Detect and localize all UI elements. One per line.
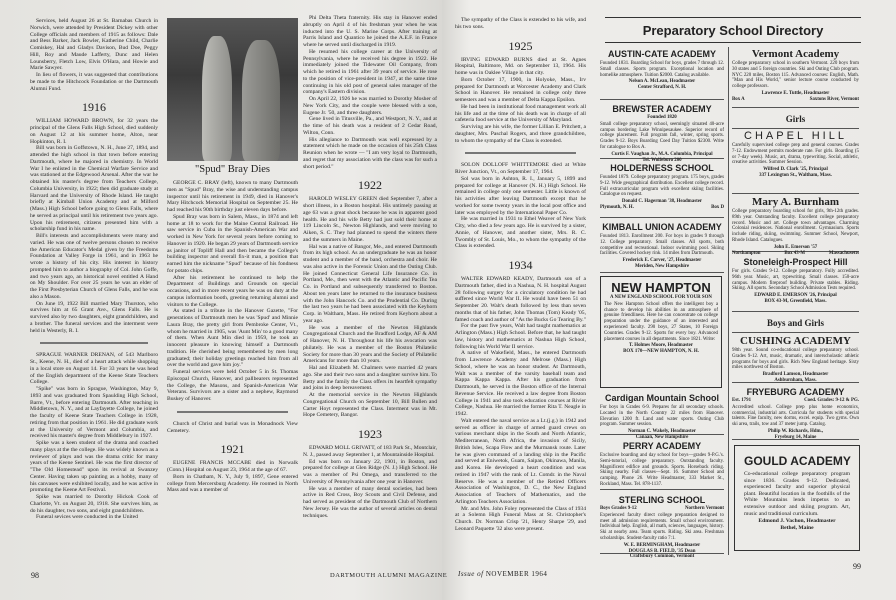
photo-caption: "Spud" Bray Dies: [194, 164, 271, 175]
address-row: [732, 97, 859, 103]
school-description: Founded 1831. Boarding School for boys, grades 7 through 12. Small classes. Sports program. Exceptional location and homelike atmosphere. Tuition $2000. Catalog available.: [600, 61, 724, 78]
contact-line: Nelson A. McLean, Headmaster: [628, 79, 696, 85]
left-column-1: [30, 18, 158, 563]
paragraph: For the past five years, Walt had taught mathematics at Arlington (Mass.) High School. Before that, he had taught law, history and mathematics at Nashua High School, following his World War II service.: [455, 323, 586, 350]
ad-vermont-academy: [732, 48, 859, 108]
school-name: GOULD ACADEMY: [744, 454, 851, 468]
ad-subline-item: Northern Vermont: [685, 506, 724, 511]
ad-subline: [600, 506, 724, 512]
school-name: Mary A. Burnham: [751, 196, 840, 208]
school-name: BREWSTER ACADEMY: [612, 104, 712, 114]
ad-mary-a-burnham: [732, 196, 859, 256]
school-name: Stoneleigh-Prospect Hill: [743, 257, 848, 267]
school-name: AUSTIN-CATE ACADEMY: [608, 49, 716, 59]
ad-subline-item: Est. 1791: [732, 398, 752, 403]
school-description: Exclusive boarding and day school for boys—grades 9-P.G.'s. Semi-tutorial, college preparatory. Outstanding faculty. Magnificent edifice and grounds. Sports. Horseback riding. Skiing nearby. Fall classes—Sept. 16. Summer School and camping. Phone 26. Write Headmaster, 333 Market St., Rockland, Mass. Tel. 878-1137.: [600, 453, 724, 487]
ad-fryeburg: [732, 386, 859, 440]
school-name: PERRY ACADEMY: [622, 441, 702, 451]
paragraph: Gene lived in Titusville, Pa., and Westport, N. Y., and at the time of his death was a resident of 2 Cedar Road, Wilton, Conn.: [303, 116, 437, 136]
contact-line: Philip W. Richards, Hdm.,: [767, 428, 824, 434]
contact-line: EDWARD E. EMERSON '26, Principal: [754, 293, 837, 299]
ad-perry: [600, 440, 724, 490]
contact-line: W. E. BERMINGHAM, Headmaster: [623, 542, 701, 548]
page-number-left: 98: [31, 571, 39, 580]
paragraph: Ed was born on January 22, 1901, in Boston, and prepared for college at Glen Ridge (N. J.) High School. He was a member of Psi Omega, and transferred to the University of Pennsylvania after one year in Hanover.: [303, 458, 437, 485]
contact-line: Canaan, New Hampshire: [635, 434, 689, 440]
contact-line: Center Strafford, N. H.: [637, 85, 687, 91]
class-year-heading: 1921: [220, 442, 245, 457]
left-column-3: [303, 15, 437, 560]
school-name: KIMBALL UNION ACADEMY: [602, 222, 722, 232]
school-description: The New Hampton School offers the intelligent boy a chance to develop his abilities in an atmosphere of genuine friendliness. Here he can concentrate on college preparation under the guidance of an interested and experienced faculty. 290 boys, 27 States, 10 Foreign Countries. Grades 9-12. Sports for every boy. Advanced placement courses in all departments. Since 1821. Write:: [604, 301, 718, 342]
ad-austin-cate: [600, 48, 724, 100]
school-description: Founded 1879. College preparatory program. 175 boys, grades 9-12. Wide geographical distribution. Excellent college record. Full extracurricular program with excellent skiing facilities. Catalogue on request.: [600, 175, 724, 198]
class-year-heading: 1934: [508, 258, 533, 272]
school-description: Small college preparatory school, seemingly situated 40-acre campus bordering Lake Winnipesaukee. Superior record of college placement. Full program fall, winter, spring sports. Grades 9-12. Boys Boarding Coed Day Tuition $2300. Write for catalogue to Box A.: [600, 121, 724, 150]
ad-stoneleigh-prospect-hill: [732, 256, 859, 312]
contact-line: Norman C. Wakely, Headmaster: [628, 429, 696, 435]
address-row: [600, 205, 724, 211]
school-description: For boys in Grades 6-9. Prepares for all secondary schools. Located in the North Country 22 miles from Hanover. Elevation 1200 ft. Land and water sports. Outing Club program. Summer session.: [600, 405, 724, 428]
section-rule: [177, 411, 288, 413]
contact-line: BOX 170—NEW HAMPTON, N. H.: [623, 349, 699, 355]
section-rule: [465, 152, 576, 154]
paragraph: Born October 17, 1900, in Holyoke, Mass., Irv prepared for Dartmouth at Worcester Academy and Clark School in Hanover. He remained in college only three semesters and was a member of Delta Kappa Epsilon.: [455, 76, 586, 103]
ad-new-hampton: [600, 276, 722, 388]
photo-figure-right: [242, 40, 280, 161]
school-description: Co-educational college preparatory program since 1836. Grades 9-12. Dedicated, experienced faculty and superior physical plant. Beautiful location in the foothills of the White Mountains lends impetus to an extensive outdoor and skiing program. Art, music and traditional curriculum.: [744, 471, 850, 517]
school-description: 98th year. Sound co-educational college preparatory school. Grades 9-12. Art, music, dramatic, and interscholastic athletic programs for boys and girls. Rich New England heritage. Sixty miles northwest of Boston.: [732, 348, 859, 371]
contact-line: Wilfred D. Clark '25, Principal: [763, 167, 828, 173]
address-item: Northampton: [732, 250, 761, 256]
photo-figure-left: [202, 36, 232, 161]
paragraph: On June 19, 1922 Bill married Mary Thurston, who survives him at 65 Grant Ave., Glens Falls. He is survived also by two daughters, eight grandchildren, and a brother. The funeral services and the interment were held in Westerly, R. I.: [30, 300, 158, 334]
paragraph: He had been in institutional food management work all his life and at the time of his death was in charge of all cafeteria food service at the University of Maryland.: [455, 103, 586, 124]
footer-issue: [458, 570, 547, 578]
school-description: Experienced faculty direct college preparation designed to meet all admission requirements. Small school environment. Individual help. English, all math, sciences, languages, history. Ski at nearby area. Team sports. Riding. Ski area. Freshman scholarships. Student-faculty ratio 7:1.: [600, 512, 724, 541]
paragraph: He was married in 1931 to Ethel Weaver of New York City, who died a few years ago. He is survived by a sister, Annie, of Hanover, and another sister, Mrs. R. C. Twombly of St. Louis, Mo., to whom the sympathy of the Class is extended.: [455, 216, 586, 250]
paragraph: Funeral services were held October 5 in St. Thomas Episcopal Church, Hanover, and pallbearers represented the College, the Masons, and Spanish-American War Veterans. Survivors are a sister and a nephew, Raymond Buskey of Hanover.: [167, 369, 298, 402]
section-rule: [40, 342, 148, 344]
paragraph: Church of Christ and burial was in Monadnock View Cemetery.: [167, 420, 298, 434]
school-description: Carefully supervised college prep and general courses. Grades 7-12. Endowment permits moderate rate. For girls. Boarding (5 or 7-day week). Music, art, drama, typewriting. Social, athletic, creative activities. Summer Session.: [732, 143, 859, 166]
contact-line: Fryeburg 14, Maine: [774, 434, 817, 440]
class-year-heading: 1923: [358, 427, 382, 441]
paragraph: His allegiance to Dartmouth was well expressed by a statement which he made on the occasion of his 25th Class Reunion when he wrote — "I am very loyal to Dartmouth, and regret that my association with the class was for such a short period.": [303, 136, 437, 170]
class-year-heading: 1916: [82, 100, 106, 115]
footer-issue-date: NOVEMBER 1964: [485, 570, 548, 578]
paragraph: On April 22, 1926 he was married to Dorothy Mosher of New York City, and the couple were blessed with a son, Eugene Jr. '50, and three daughters.: [303, 96, 437, 116]
paragraph: He was a member of many dental societies, had been active in Red Cross, Boy Scouts and Civil Defense, and had served as president of the Dartmouth Club of Northern New Jersey. He was the author of several articles on dental techniques.: [303, 485, 437, 519]
obituary-column: [455, 17, 586, 560]
paragraph: Services, held August 26 at St. Barnabas Church in Norwich, were attended by President Dickey with other College officials and members of 1915 as follows: Dale and Bess Barker, Jack Bowler, Katherine Child, Charlie Comiskey, Hal and Gladys Davison, Bud Doe, Peggy Hill, Roy and Maude Lafferty, Dunc and Helen Lounsberry, Fletch Low, Elvis O'Hara, and Howie and Marie Sawyer.: [30, 18, 158, 72]
ad-chapel-hill: [732, 130, 859, 194]
school-name: STERLING SCHOOL: [618, 495, 706, 505]
contact-line: 337 Lexington St., Waltham, Mass.: [759, 172, 832, 178]
paragraph: As stated in a tribute in the Hanover Gazette, "For generations of Dartmouth men he was 'Spud' and Minnie Laura Bray, the pretty girl from Pembroke Center, Vt., whom he married in 1905, was 'Aunt Min' to a good many of them. When Aunt Min died in 1959, he took an innocent pleasure in knowing himself a Dartmouth tradition. He cherished being remembered by men long graduated; their holiday greetings reached him from all over the world and gave him joy.": [167, 308, 298, 369]
school-name: Cardigan Mountain School: [605, 393, 719, 403]
paragraph: GEORGE C. BRAY (left), known to many Dartmouth men as "Spud" Bray, the wise and understanding campus inspector until his retirement in 1949, died in Hanover's Mary Hitchcock Memorial Hospital on September 25. He had reached his 90th birthday just eleven days before.: [167, 180, 298, 213]
contact-line: Meriden, New Hampshire: [634, 263, 690, 269]
school-description: College preparatory boarding school for girls, 9th-12th grades. 89th year. Outstanding faculty. Excellent college preparatory record. Music and art. College town advantages. Charming Colonial residences. National enrollment. Gymnasium. Sports include riding, skiing, swimming. Summer School, Newport, Rhode Island. Catalogues.: [732, 209, 859, 243]
contact-line: Frederick E. Carver, '27, Headmaster: [622, 258, 702, 264]
school-name: NEW HAMPTON: [611, 280, 711, 295]
paragraph: HAROLD WESLEY GREEN died September 7, after a short illness, in a Boston hospital. His untimely passing at age 63 was a great shock because he was in apparent good health. He and his wife Betty had just sold their home at 119 Lincoln St., Newton Highlands, and were moving to Aiken, S. C. They had planned to spend the winters there and the summers in Maine.: [303, 196, 437, 243]
contact-line: BOX 43-M, Greenfield, Mass.: [764, 298, 827, 304]
class-year-heading: 1925: [508, 38, 533, 53]
paragraph: Bill's interests and accomplishments were many and varied. He was one of twelve persons chosen to receive the American Educator's Medal given by the Freedoms Foundation at Valley Forge in 1961, and in 1963 he wrote a history of his city. His interest in history prompted him to author a biography of Col. John Goffe, and two years ago, an historical novel entitled A Hand on My Shoulder. For over 25 years he was an elder of the First Presbyterian Church of Glens Falls, and he was also a Mason.: [30, 233, 158, 300]
school-description: College preparatory school in southern Vermont. 220 boys from 30 states and 5 foreign countries. Ski and Outing Club program. NYC 220 miles, Boston 115. Advanced courses: English, Math. "Man and His World," senior lecture course conducted by college professors.: [732, 61, 859, 90]
paragraph: Sol was born in Ashton, R. I., January 5, 1899 and prepared for college at Hanover (N. H.) High School. He remained in college only one semester. Little is known of his activities after leaving Dartmouth except that he worked for some twenty years in the local post office and later was employed by the International Paper Co.: [455, 175, 586, 216]
contact-line: Edmond J. Vachon, Headmaster: [758, 518, 836, 525]
paragraph: He resumed his college career at the University of Pennsylvania, where he received his degree in 1922. He immediately joined the Tidewater Oil Company, from which he retired in 1961 after 39 years of service. He rose to the position of vice-president in 1947, at the same time continuing in his old post of general sales manager of the company's Eastern division.: [303, 48, 437, 96]
paragraph: The sympathy of the Class is extended to his wife, and his two sons.: [455, 17, 586, 30]
contact-line: Bradford Lamson, Headmaster: [762, 372, 829, 378]
contact-line: Donald C. Hagerman '38, Headmaster: [621, 199, 703, 205]
page-number-right: 99: [853, 562, 861, 571]
directory-divider: [728, 47, 729, 555]
paragraph: Born in Chatham, N. Y., July 9, 1897, Gene entered college from Mercersburg Academy. He roomed in North Mass and was a member of: [167, 473, 298, 494]
paragraph: Walt entered the naval service as a Lt.(j.g.) in 1942 and served as officer in charge of armed guard crews on various merchant ships in the South and North Atlantic, Mediterranean, North Africa, the invasion of Sicily, British Isles, Scapa Flow and the Murmansk route. Later he was given command of a landing ship in the Pacific and served at Eniwetok, Guam, Saipan, Okinawa, Manila, and Korea. He developed a heart condition and was retired in 1947 with the rank of Lt. Comdr. in the Naval Reserve. He was a member of the Retired Officers Association of Washington, D. C., the New England Association of Teachers of Mathematics, and the Arlington Teachers Association.: [455, 417, 586, 505]
tagline: A NEW ENGLAND SCHOOL FOR YOUR SON: [610, 295, 712, 300]
founded-note: Founded 1820: [647, 115, 677, 120]
contact-line: John E. Emerson '57: [773, 244, 818, 250]
school-description: Founded 1813. Enrollment 200. For boys in grades 9 through 12. College preparatory. Small classes. All sports, both competitive and recreational. Indoor swimming pool. Skiing facilities. Covered hockey rink. 14 miles from Dartmouth.: [600, 234, 724, 257]
category-girls: Girls: [732, 110, 859, 129]
left-column-2: [167, 180, 298, 494]
paragraph: Phi Delta Theta fraternity. His stay in Hanover ended abruptly on April 4 of his freshman year when he was inducted into the U. S. Marine Corps. After training at Parris Island and Quantico he joined the A.E.F. in France where he served until discharged in 1919.: [303, 15, 437, 48]
ad-kimball-union: [600, 221, 724, 273]
ad-subline-item: Coed. Grades: 9-12 & PG.: [804, 398, 859, 403]
directory-title: Preparatory School Directory: [605, 17, 861, 43]
contact-line: Curtis F. Vaughan Jr., M.A. Columbia, Principal: [611, 151, 713, 157]
address-item: Box A: [732, 96, 745, 102]
contact-line: Lawrence E. Tuttle, Headmaster: [761, 90, 830, 96]
address-item: Box 43-M: [784, 250, 805, 256]
class-year-heading: 1922: [358, 178, 382, 193]
contact-line: Craftsbury Common, Vermont: [629, 554, 695, 560]
paragraph: He was a member of the Newton Highlands Congregational Church and the Bradford Lodge, AF & AM of Hanover, N. H. Throughout his life his avocation was philately. He was a member of the Boston Philatelic Society for more than 30 years and the Society of Philatelic Americans for more than 10 years.: [303, 324, 437, 365]
paragraph: Hal and Elizabeth M. Chalmers were married 42 years ago. She and their two sons and a daughter survive him. To Betty and the family the Class offers its heartfelt sympathy and joins in deep bereavement.: [303, 365, 437, 392]
ad-subline-item: Boys Grades 9-12: [600, 506, 637, 511]
ad-cushing: [732, 335, 859, 383]
paragraph: WILLIAM HOWARD BROWN, for 32 years the principal of the Glens Falls High School, died suddenly on August 12 at his summer home, Alton, near Hopkinton, R. I.: [30, 118, 158, 145]
contact-line: Tel. Wolfeboro 200: [642, 157, 682, 163]
address-item: Saxtons River, Vermont: [809, 96, 859, 102]
paragraph: A native of Wakefield, Mass., he entered Dartmouth from Lawrence Academy and Melrose (Mass.) High School, where he was an honor student. At Dartmouth, Walt was a member of the varsity baseball team and Kappa Kappa Kappa. After his graduation from Dartmouth, he served in the Boston office of the Internal Revenue Service. He received a law degree from Boston College in 1941 and also took education courses at Rivier College, Nashua. He married the former Rita T. Neagle in 1942.: [455, 350, 586, 417]
paragraph: IRVING EDWARD BURNS died at St. Agnes Hospital, Baltimore, Md. on September 13, 1964. His home was in Oaklee Village in that city.: [455, 56, 586, 76]
school-description: For girls. Grades 9-12. College preparatory. Fully accredited. 96th year. Music, art, typewriting. Small classes. 150-acre campus. Modern fireproof building. Private stables. Riding. Skiing. All sports. Secondary School Admission Tests required.: [732, 269, 859, 292]
ad-subline: [732, 398, 859, 404]
paragraph: Spike was married to Dorothy Hickok Cook of Charlotte, Vt. on August 20, 1918. She survives him, as do his daughter, two sons, and eight grandchildren.: [30, 494, 158, 514]
paragraph: "Spike" was born in Sprague, Washington, May 9, 1893 and was graduated from Spaulding High School, Barre, Vt., before entering Dartmouth. After teaching in Middletown, N. Y., and at Layfayette College, he joined the faculty of Keene State Teachers College in 1928, retiring from that position in 1961. He did graduate work at the University of Vermont and Columbia, and received his master's degree from Middlebury in 1927.: [30, 386, 158, 440]
paragraph: Bill was born in Goffstown, N. H., June 27, 1894, and attended the high school in that town before entering Dartmouth, where he majored in chemistry. In World War I he enlisted in the Chemical Warfare Service and was stationed at the Edgewood Arsenal. After the war he obtained his master's degree from Teachers College, Columbia University, in 1922; then did graduate study at Harvard and the University of Rhode Island. He taught briefly at Kimball Union Academy and at Milford (Mass.) High School before going to Glens Falls, where he served as principal until his retirement two years ago. Upon his retirement, citizens presented him with a scholarship fund in his name.: [30, 145, 158, 233]
school-name: FRYEBURG ACADEMY: [746, 387, 845, 397]
contact-line: DOUGLAS B. FIELD, '35 Dean: [628, 548, 696, 554]
paragraph: Spud Bray was born in Salem, Mass., in 1874 and left home at 18 to work for the Maine Central Railroad. He saw service in Cuba in the Spanish-American War and worked in New York for several years before coming to Hanover in 1920. He began 29 years of Dartmouth service as janitor of Topliff Hall and then became the College's building inspector and overall fix-it man, a position that earned him the nickname "Spud" because of his fondness for potato chips.: [167, 213, 298, 274]
address-item: Massachusetts: [828, 250, 859, 256]
school-name: CHAPEL HILL: [744, 130, 847, 142]
paragraph: Hal was a native of Bangor, Me., and entered Dartmouth from its high school. As an undergraduate he was an honor student and a member of the band, orchestra and choir. He was also active in the Forensic Union and the Outing Club. He joined Connecticut General Life Insurance Co. in Portland, Me., then went with the Atlantic and Pacific Tea Co. in Portland and subsequently transferred to Boston. About ten years later he returned to the insurance business with the John Hancock Co. and the Prudential Co. During the last two years he had been associated with the Keyhorn Corp. in Waltham, Mass. He retired from Keyhorn about a year ago.: [303, 243, 437, 324]
paragraph: EDWARD MOLL GRIVATT, of 183 Park St., Montclair, N. J., passed away September 1, at Mountainside Hospital.: [303, 445, 437, 458]
paragraph: At the memorial service in the Newton Highlands Congregational Church on September 10, Bill Bullen and Carter Hoyt represented the Class. Interment was in Mt. Hope Cemetery, Bangor.: [303, 392, 437, 419]
photo-spud-bray: [167, 18, 298, 161]
contact-line: Bethel, Maine: [780, 524, 814, 531]
footer-issue-label: Issue of: [458, 570, 484, 578]
ad-cardigan-mountain: [600, 392, 724, 440]
school-name: CUSHING ACADEMY: [740, 335, 851, 347]
contact-line: T. Holmes Moore, Headmaster: [628, 343, 694, 349]
footer-magazine-title: DARTMOUTH ALUMNI MAGAZINE: [330, 572, 448, 579]
address-item: Plymouth, N. H.: [600, 204, 634, 210]
ad-sterling: [600, 494, 724, 560]
ad-brewster: [600, 103, 724, 163]
paragraph: Funeral sevices were conducted in the United: [36, 514, 138, 521]
address-item: Box D: [711, 204, 724, 210]
paragraph: WALTER EDWARD KEADY, Dartmouth son of a Dartmouth father, died in a Nashua, N. H. hospital August 28 following surgery for a circulatory condition he had suffered since World War II. He would have been 51 on September 20. Walt's death followed by less than seven months that of his father, John Thomas (Tom) Keady '05, famed coach and author of "As the Bucks Go Tearing By.": [455, 276, 586, 323]
paragraph: Mr. and Mrs. John Foley represented the Class of 1934 at a Solemn High Funeral Mass at St. Christopher's Church. Dr. Norman Crisp '21, Henry Sharpe '29, and Leonard Paquette '32 also were present.: [455, 505, 586, 532]
paragraph: Spike was a keen student of the drama and coached many plays at the the college. He was widely known as a reviewer of plays and was the drama critic for many years of the Keene Sentinel. He was the first director of "The Old Homestead" upon its revival at Swanzey Center. Having taken up painting as a hobby, many of his canvases were exhibited locally, and he was active in promoting the Keene Art Festival.: [30, 440, 158, 494]
category-boys-and-girls: Boys and Girls: [732, 314, 859, 333]
paragraph: Surviving are his wife, the former Lillian E. Pritchett, a daughter, Mrs. Paschal Rogers, and three grandchildren, to whom the sympathy of the Class is extended.: [455, 124, 586, 144]
ad-holderness: [600, 162, 724, 218]
school-name: Vermont Academy: [751, 48, 840, 60]
school-description: Accredited school. College prep plus home economics, commercial, industrial arts. Curricula for students with special talents. Fine faculty, new dorms, excel. equip. Two gyms. Own ski area, trails, tow and 37 meter jump. Catalog.: [732, 404, 859, 428]
paragraph: After his retirement he continued to help the Department of Buildings and Grounds on special occasions, and in more recent years he was on duty at the campus information booth, greeting returning alumni and visitors to the College.: [167, 274, 298, 308]
school-name: HOLDERNESS SCHOOL: [610, 163, 714, 173]
ad-gould: [734, 445, 860, 551]
paragraph: SOLON DOLLOFF WHITTEMORE died at White River Junction, Vt., on September 17, 1964.: [455, 162, 586, 175]
paragraph: SPRAGUE WARNER DRENAN, of 543 Marlboro St., Keene, N. H., died of a heart attack while shopping in a local store on August 14. For 33 years he was head of the English department of the Keene State Teachers College.: [30, 352, 158, 386]
paragraph: In lieu of flowers, it was suggested that contributions be made to the Hitchcock Foundation or the Dartmouth Alumni Fund.: [30, 72, 158, 92]
paragraph: EUGENE FRANCIS MCCABE died in Norwalk (Conn.) Hospital on August 23, 1964 at the age of 67.: [167, 460, 298, 473]
contact-line: Ashburnham, Mass.: [774, 377, 817, 383]
